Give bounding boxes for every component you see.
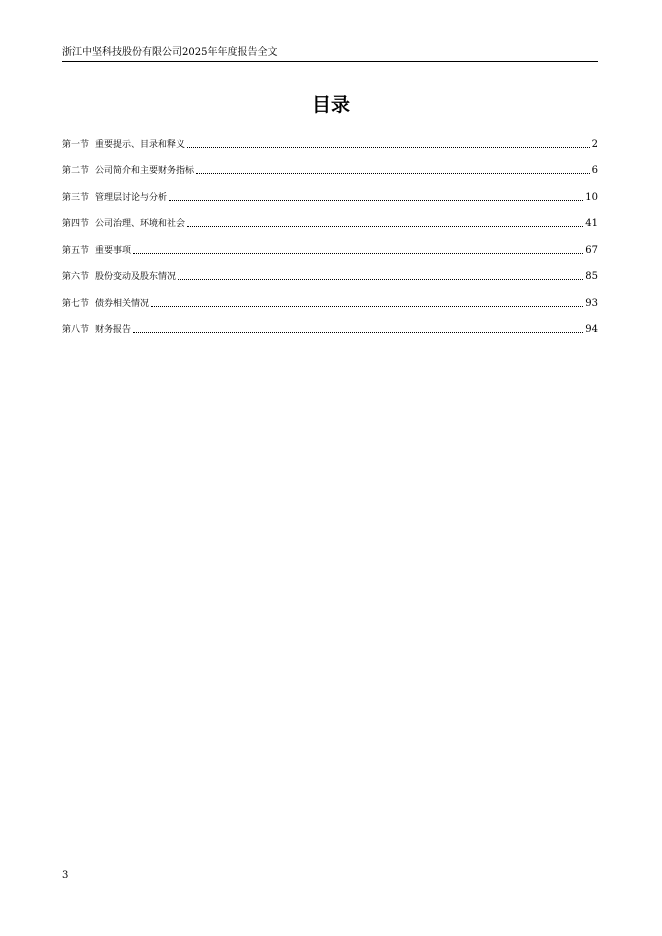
toc-section-label: 第三节 [62, 192, 90, 203]
toc-section-name: 重要事项 [95, 245, 132, 256]
toc-page-number: 6 [591, 165, 598, 176]
toc-section-name: 管理层讨论与分析 [95, 192, 168, 203]
page-header [62, 46, 598, 62]
toc-dot-leader [133, 332, 583, 333]
toc-section-label: 第六节 [62, 272, 90, 282]
toc-entry-7[interactable] [62, 283, 598, 310]
toc-page-number: 93 [585, 297, 598, 309]
toc-dot-leader [196, 173, 590, 174]
toc-entry-4[interactable] [62, 204, 598, 231]
toc-title: 目录 [311, 94, 350, 116]
toc-dot-leader [151, 306, 583, 307]
toc-page-number: 94 [585, 324, 598, 335]
toc-dot-leader [169, 200, 583, 201]
toc-section-label: 第二节 [62, 166, 90, 176]
report-title: 浙江中坚科技股份有限公司2025年年度报告全文 [62, 47, 278, 58]
toc-page-number: 10 [585, 191, 598, 203]
page-number: 3 [62, 870, 69, 881]
toc-entry-1[interactable] [62, 124, 598, 151]
toc-section-label: 第一节 [62, 139, 90, 150]
toc-entry-2[interactable] [62, 151, 598, 178]
toc-dot-leader [178, 279, 583, 280]
toc-entry-8[interactable] [62, 310, 598, 337]
toc-page-number: 67 [585, 244, 598, 256]
toc-section-label: 第四节 [62, 219, 90, 229]
table-of-contents [62, 124, 598, 336]
toc-section-name: 公司简介和主要财务指标 [95, 166, 195, 176]
toc-section-label: 第五节 [62, 245, 90, 256]
toc-section-name: 公司治理、环境和社会 [95, 219, 186, 229]
toc-section-name: 重要提示、目录和释义 [95, 139, 186, 150]
toc-dot-leader [133, 253, 583, 254]
toc-entry-3[interactable] [62, 177, 598, 204]
toc-section-label: 第七节 [62, 298, 90, 309]
toc-section-name: 债券相关情况 [95, 298, 150, 309]
toc-section-name: 股份变动及股东情况 [95, 272, 177, 282]
toc-entry-6[interactable] [62, 257, 598, 284]
toc-page-number: 41 [585, 218, 598, 229]
toc-page-number: 85 [585, 271, 598, 282]
toc-section-label: 第八节 [62, 325, 90, 335]
toc-page-number: 2 [591, 138, 598, 150]
toc-section-name: 财务报告 [95, 325, 132, 335]
toc-dot-leader [187, 147, 590, 148]
toc-dot-leader [187, 226, 583, 227]
toc-entry-5[interactable] [62, 230, 598, 257]
